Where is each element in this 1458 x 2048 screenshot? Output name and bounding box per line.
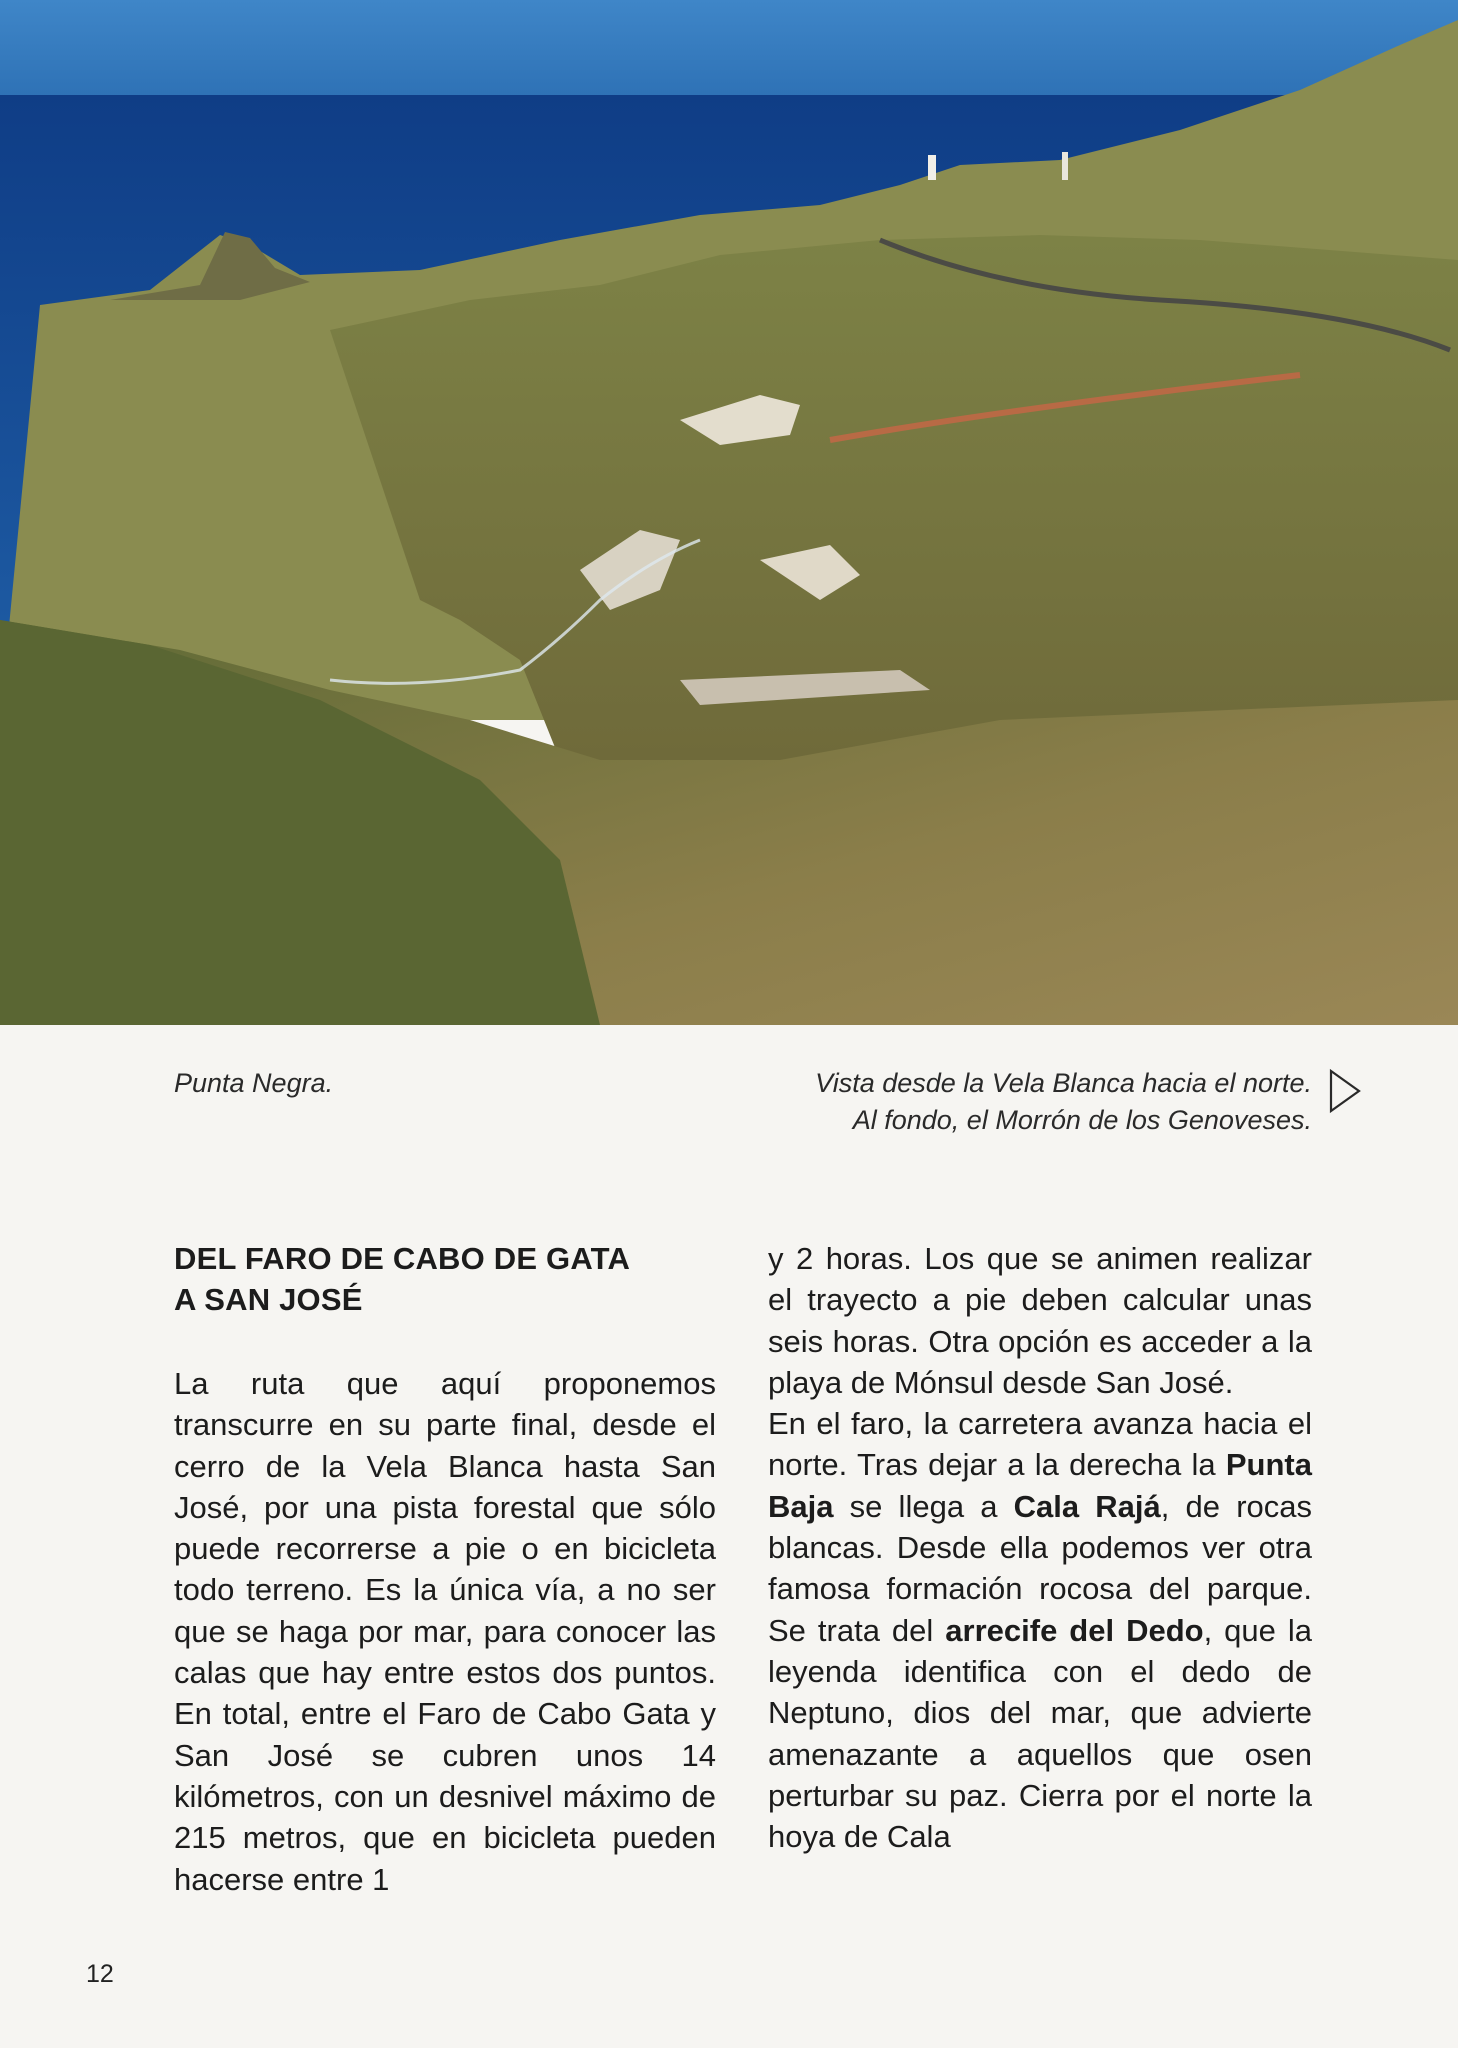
text-column-left xyxy=(174,1238,716,1900)
photo-caption-left: Punta Negra. xyxy=(174,1068,334,1098)
text-column-right xyxy=(768,1238,1312,1857)
lighthouse xyxy=(928,155,936,180)
paragraph-1-part-2: y 2 horas. Los que se animen realizar el trayecto a pie deben calcular unas seis horas. Otra opción es acceder a la playa de Mónsul desde San José. xyxy=(768,1241,1312,1400)
section-heading: DEL FARO DE CABO DE GATA A SAN JOSÉ xyxy=(174,1241,631,1317)
triangle-right-outline-icon xyxy=(1328,1068,1362,1114)
paragraph-1-part-1: La ruta que aquí proponemos transcurre en su parte final, desde el cerro de la Vela Blanca hasta San José, por una pista forestal que sólo puede recorrerse a pie o en bicicleta todo terreno. Es la única vía, a no ser que se haga por mar, para conocer las calas que hay entre estos dos puntos. En total, entre el Faro de Cabo Gata y San José se cubren unos 14 kilómetros, con un desnivel máximo de 215 metros, que en bicicleta pueden hacerse entre 1 xyxy=(174,1366,716,1897)
paragraph-2: En el faro, la carretera avanza hacia el norte. Tras dejar a la derecha la Punta Baja se llega a Cala Rajá, de rocas blancas. Desde ella podemos ver otra famosa formación rocosa del parque. Se trata del arrecife del Dedo, que la leyenda identifica con el dedo de Neptuno, dios del mar, que advierte amenazante a aquellos que osen perturbar su paz. Cierra por el norte la hoya de Cala xyxy=(768,1406,1313,1855)
antenna xyxy=(1062,152,1068,180)
sky xyxy=(0,0,1458,110)
photo-caption-right: Vista desde la Vela Blanca hacia el norte. Al fondo, el Morrón de los Genoveses. xyxy=(815,1068,1312,1135)
page-number: 12 xyxy=(86,1960,114,1988)
